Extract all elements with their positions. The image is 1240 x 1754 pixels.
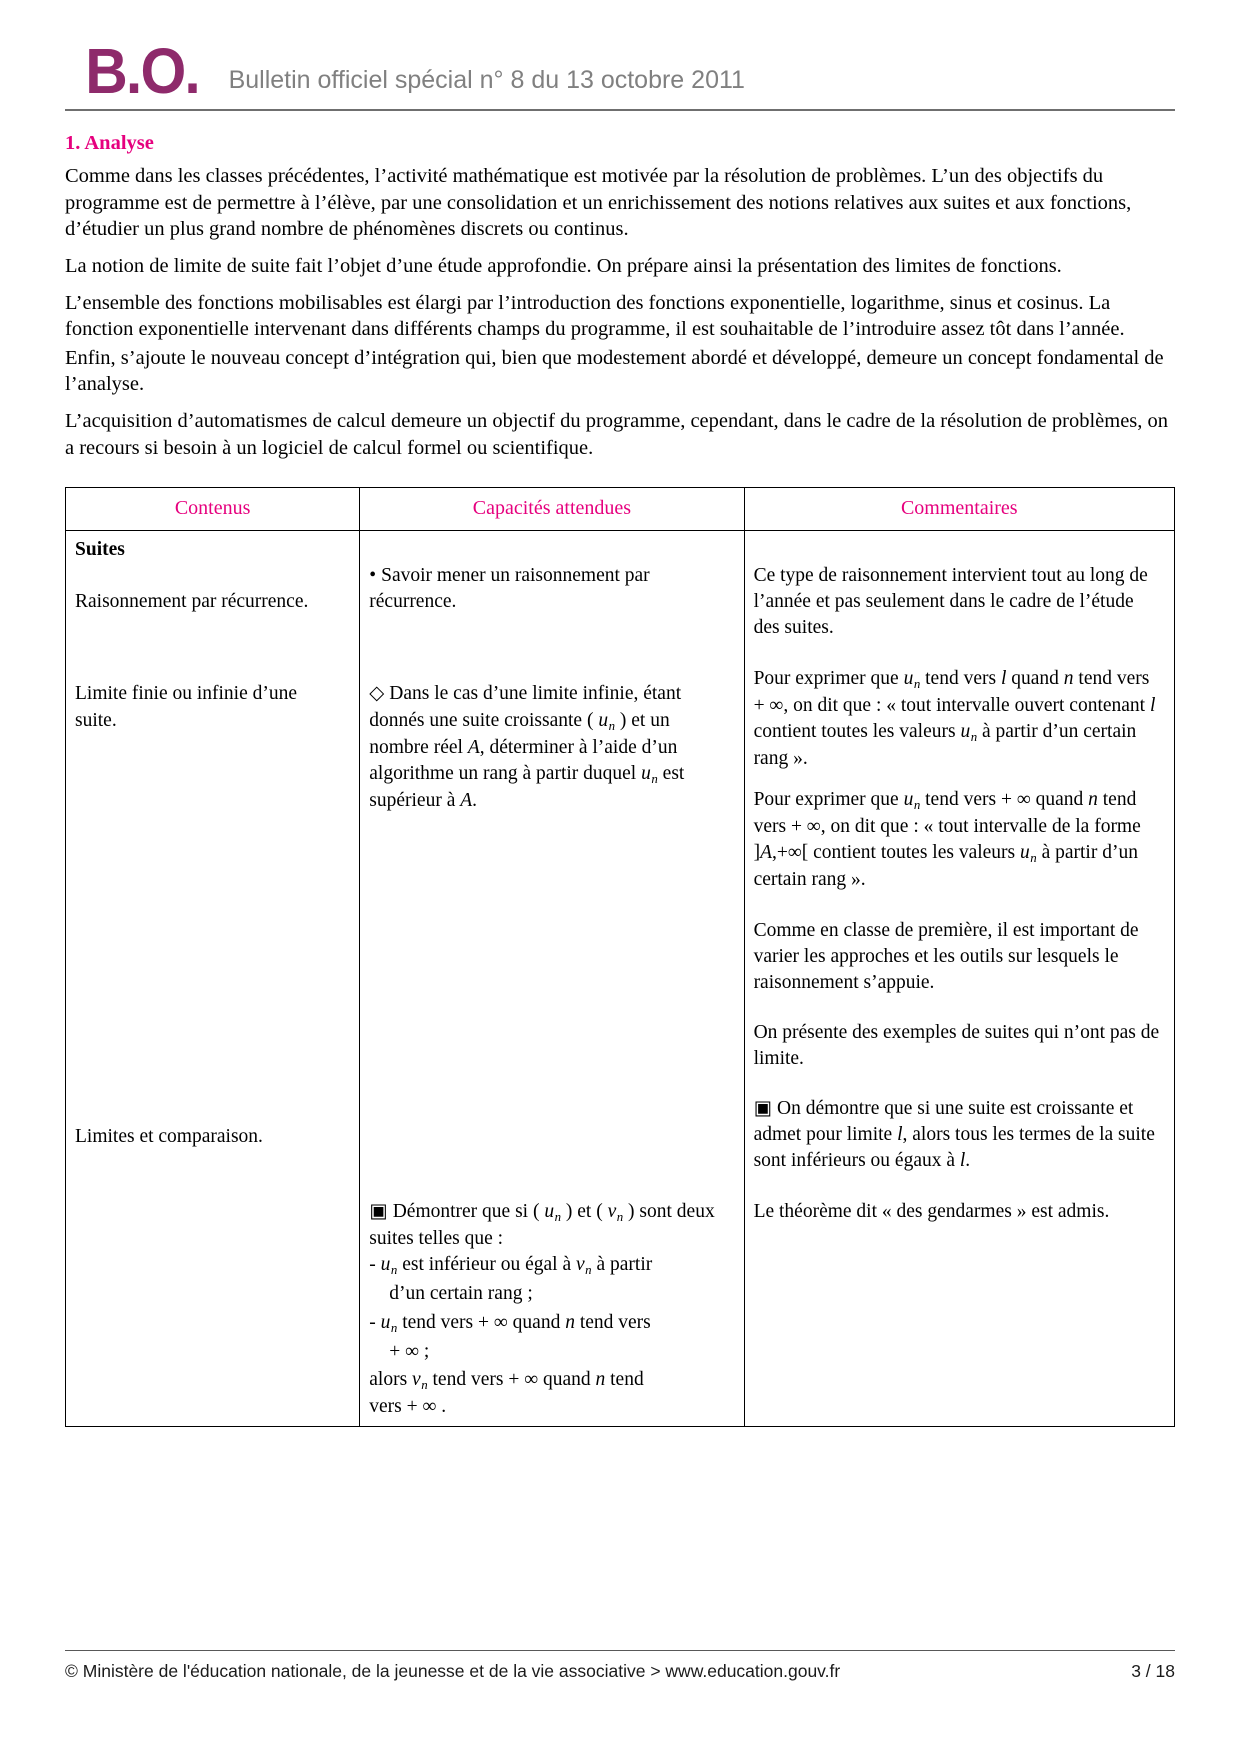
- spacer: [75, 748, 349, 1124]
- alors-seg3: quand: [538, 1369, 596, 1390]
- capacity-item-3-seg1: Démontrer que si (: [392, 1200, 545, 1222]
- math-n: n: [565, 1311, 575, 1333]
- footer-row: [65, 1661, 1175, 1682]
- infinity-plus: + ∞: [1000, 788, 1031, 810]
- math-u-n: $u_n$: [960, 721, 978, 745]
- math-n: n: [595, 1369, 606, 1390]
- math-l: l: [897, 1124, 903, 1146]
- alors-seg1: alors: [369, 1369, 413, 1390]
- alors-seg4: tend: [605, 1369, 644, 1390]
- capacity-item-2-seg4: est supérieur à: [369, 763, 685, 812]
- intro-paragraph-5: L’acquisition d’automatismes de calcul demeure un objectif du programme, cependant, dans le cadre de la résolution de problèmes, on a recours si besoin à un logiciel de calcul formel ou scientifique.: [65, 410, 1169, 459]
- comment-6-seg1: On démontre que si une suite est croissante et admet pour limite: [753, 1098, 1134, 1146]
- capacity-item-2: [369, 681, 733, 814]
- spacer: [754, 1086, 1164, 1096]
- intro-paragraph-4: Enfin, s’ajoute le nouveau concept d’intégration qui, bien que modestement abordé et développé, demeure un concept fondamental de l’analyse.: [65, 346, 1164, 396]
- comment-2-seg5: , on dit que : « tout intervalle ouvert contenant: [783, 694, 1150, 716]
- comment-3-seg6: contient toutes les valeurs: [808, 842, 1021, 864]
- square-bullet-icon: ▣: [753, 1098, 772, 1120]
- comment-3-seg2: tend vers: [920, 788, 1001, 810]
- content-item-comparaison: Limites et comparaison.: [75, 1125, 263, 1147]
- comment-2: [754, 666, 1164, 773]
- spacer: [369, 629, 733, 681]
- program-table: [65, 487, 1175, 1427]
- capacity-item-3-conclusion-cont: vers + ∞ .: [369, 1396, 447, 1418]
- capacity-item-2-seg5: .: [472, 790, 478, 812]
- comment-3-seg7: à partir d’un certain rang ».: [753, 842, 1138, 891]
- comment-2-seg7: à partir d’un certain rang ».: [753, 721, 1137, 770]
- capacity-item-3-intro: [369, 1199, 733, 1252]
- math-A: A: [467, 736, 480, 758]
- math-u-n: $u_n$: [544, 1200, 562, 1224]
- cell-capacites: [360, 531, 744, 1427]
- dash2-seg3: tend vers: [574, 1311, 651, 1333]
- math-l: l: [1000, 667, 1007, 689]
- capacity-item-2-seg2: ) et un nombre réel: [369, 709, 670, 758]
- interval-notation: [754, 842, 809, 863]
- capacity-item-3-seg2: ) et (: [561, 1200, 608, 1222]
- math-n: n: [1088, 788, 1098, 810]
- spacer: [754, 656, 1164, 666]
- comment-2-seg4: tend vers: [1073, 667, 1150, 689]
- comment-7: Le théorème dit « des gendarmes » est admis.: [753, 1200, 1110, 1222]
- page-header: [65, 0, 1175, 110]
- math-u-n: $u_n$: [903, 667, 921, 691]
- spacer: [754, 908, 1164, 918]
- content-item-limite: [75, 681, 349, 733]
- table-header-row: [66, 488, 1175, 531]
- spacer: [369, 829, 733, 1199]
- math-v-n: $v_n$: [576, 1254, 592, 1278]
- spacer: [75, 629, 349, 681]
- math-l: l: [1149, 694, 1156, 716]
- comment-3: [754, 787, 1164, 894]
- cell-commentaires: [744, 531, 1174, 1427]
- comment-3-seg5: , on dit que : « tout intervalle de la forme: [820, 815, 1141, 837]
- capacity-dash-item-2: [369, 1310, 733, 1337]
- bracket-close: [: [801, 842, 809, 864]
- spacer: [369, 537, 733, 563]
- comment-6-seg2: , alors tous les termes de la suite sont inférieurs ou égaux à: [753, 1124, 1155, 1172]
- column-header-capacites: Capacités attendues: [360, 488, 744, 531]
- math-v-n: $v_n$: [412, 1369, 428, 1393]
- comment-1: Ce type de raisonnement intervient tout au long de l’année et pas seulement dans le cadre de l’étude des suites.: [753, 565, 1148, 639]
- dash2-seg1: tend vers: [397, 1311, 479, 1333]
- math-l: l: [959, 1150, 966, 1172]
- capacity-item-3: [369, 1199, 733, 1421]
- infinity-plus: + ∞: [753, 694, 784, 716]
- content-item-recurrence: Raisonnement par récurrence.: [75, 591, 309, 613]
- page-content: [65, 110, 1175, 1427]
- footer-divider: [65, 1650, 1175, 1651]
- table-row: [66, 531, 1175, 1427]
- capacity-dash-item-1: [369, 1252, 733, 1279]
- spacer: [754, 537, 1164, 563]
- diamond-bullet-icon: ◇: [369, 683, 385, 705]
- math-A: A: [760, 842, 772, 864]
- bracket-open: ]: [753, 842, 761, 864]
- math-u-n: $u_n$: [380, 1254, 398, 1278]
- bulletin-title: Bulletin officiel spécial n° 8 du 13 octobre 2011: [228, 65, 745, 94]
- comment-6: [754, 1096, 1164, 1174]
- comment-2-seg6: contient toutes les valeurs: [753, 721, 961, 743]
- interval-mid: ,+∞: [771, 842, 802, 864]
- dash2-seg2: quand: [507, 1311, 566, 1333]
- math-v-n: $v_n$: [607, 1200, 624, 1224]
- capacity-dash-item-1-cont: d’un certain rang ;: [389, 1283, 533, 1305]
- square-bullet-icon: ▣: [369, 1200, 388, 1222]
- content-item-limite-line2: suite.: [75, 709, 117, 731]
- alors-seg2: tend vers: [427, 1369, 509, 1390]
- comment-3-seg1: Pour exprimer que: [753, 788, 904, 810]
- intro-paragraph-1: Comme dans les classes précédentes, l’activité mathématique est motivée par la résolution de problèmes. L’un des objectifs du programme est de permettre à l’élève, par une consolidation et un enrichissement des notions relatives aux suites et aux fonctions, d’étudier un plus grand nombre de phénomènes discrets ou continus.: [65, 165, 1132, 241]
- group-title-suites: Suites: [75, 539, 125, 561]
- dash-marker: -: [369, 1254, 376, 1276]
- capacity-item-2-seg3: , déterminer à l’aide d’un algorithme un rang à partir duquel: [369, 736, 678, 785]
- math-u-n: $u_n$: [380, 1311, 398, 1335]
- comment-2-seg1: Pour exprimer que: [753, 667, 904, 689]
- bullet-dot-icon: •: [369, 565, 377, 587]
- math-n: n: [1063, 667, 1074, 689]
- intro-paragraph-3: L’ensemble des fonctions mobilisables est élargi par l’introduction des fonctions exponentielle, logarithme, sinus et cosinus. La fonction exponentielle intervenant dans différents champs du programme, il est souhaitable de l’introduire assez tôt dans l’année.: [65, 291, 1125, 341]
- comment-6-seg3: .: [965, 1150, 971, 1172]
- comment-5: On présente des exemples de suites qui n’ont pas de limite.: [753, 1021, 1160, 1070]
- capacity-item-1: [369, 563, 733, 615]
- page-footer: [65, 1650, 1175, 1682]
- header-row: [65, 35, 1175, 107]
- math-u-n: $u_n$: [598, 709, 616, 733]
- capacity-item-3-seg3: ) sont deux suites telles que :: [369, 1200, 715, 1249]
- comment-2-seg2: tend vers: [920, 667, 1001, 689]
- intro-paragraph-2: La notion de limite de suite fait l’objet d’une étude approfondie. On prépare ainsi la présentation des limites de fonctions.: [65, 254, 1062, 277]
- dash1-seg1: est inférieur ou égal à: [397, 1254, 576, 1276]
- spacer: [754, 1010, 1164, 1020]
- content-item-limite-line1: Limite finie ou infinie d’une: [75, 683, 298, 705]
- capacity-dash-item-2-cont: + ∞ ;: [389, 1340, 430, 1362]
- comment-3-seg4: tend vers: [753, 788, 1137, 837]
- dash1-seg2: à partir: [591, 1254, 653, 1276]
- column-header-contenus: Contenus: [66, 488, 360, 531]
- comment-4: Comme en classe de première, il est important de varier les approches et les outils sur lesquels le raisonnement s’appuie.: [753, 919, 1139, 993]
- capacity-item-2-seg1: Dans le cas d’une limite infinie, étant donnés une suite croissante (: [369, 683, 682, 731]
- infinity-plus: + ∞: [790, 815, 821, 837]
- bo-logo: B.O.: [85, 35, 199, 107]
- infinity-plus: + ∞: [508, 1369, 539, 1390]
- column-header-commentaires: Commentaires: [744, 488, 1174, 531]
- infinity-plus: + ∞: [478, 1311, 508, 1333]
- math-u-n: $u_n$: [903, 788, 921, 812]
- comment-3-seg3: quand: [1030, 788, 1089, 810]
- capacity-item-3-conclusion: [369, 1367, 733, 1394]
- cell-contenus: [66, 531, 360, 1427]
- math-A: A: [460, 790, 473, 812]
- dash-marker: -: [369, 1311, 376, 1333]
- footer-copyright: © Ministère de l'éducation nationale, de la jeunesse et de la vie associative > www.education.gouv.fr: [65, 1661, 841, 1681]
- spacer: [754, 1189, 1164, 1199]
- capacity-item-1-text: Savoir mener un raisonnement par récurrence.: [369, 565, 650, 613]
- header-divider: [65, 109, 1175, 111]
- math-u-n: $u_n$: [641, 763, 658, 787]
- comment-2-seg3: quand: [1006, 667, 1064, 689]
- section-title: 1. Analyse: [65, 132, 154, 154]
- math-u-n: $u_n$: [1020, 842, 1037, 866]
- footer-page-number: 3 / 18: [1131, 1661, 1175, 1681]
